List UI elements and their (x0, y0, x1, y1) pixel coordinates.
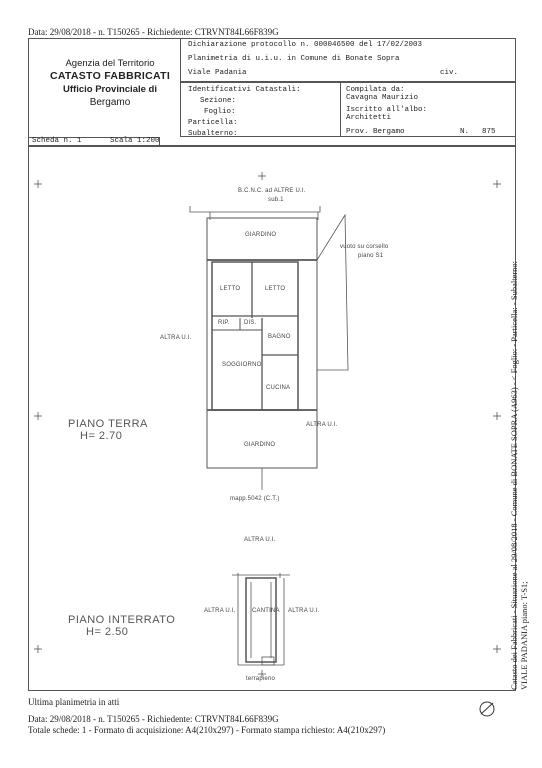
letto1-label: LETTO (220, 286, 241, 292)
altra-ui-right-label: ALTRA U.I. (306, 422, 338, 428)
altra-ui-left-label: ALTRA U.I. (160, 335, 192, 341)
terrapieno-label: terrapieno (246, 676, 276, 682)
prov-value: Prov. Bergamo (346, 128, 405, 136)
cantina-label: CANTINA (252, 608, 280, 614)
sub1-label: sub.1 (268, 197, 284, 203)
piano-s1-label: piano S1 (358, 253, 384, 259)
footer-totale: Totale schede: 1 - Formato di acquisizione: A4(210x297) - Formato stampa richiesto: A4(210x297) (28, 725, 386, 735)
compiler-name: Cavagna Maurizio (346, 94, 419, 102)
h-terra-label: H= 2.70 (80, 430, 123, 442)
civ-label: civ. (440, 69, 459, 77)
plan-title: Planimetria di u.i.u. in Comune di Bonate Sopra (188, 55, 400, 63)
identifiers-title: Identificativi Catastali: (188, 86, 301, 94)
iscritto-label: Iscritto all'albo: (346, 106, 428, 114)
piano-interrato-label: PIANO INTERRATO (68, 614, 176, 626)
protocol-line: Dichiarazione protocollo n. 000046500 del 17/02/2003 (188, 41, 423, 49)
letto2-label: LETTO (265, 286, 286, 292)
agency-line2: CATASTO FABBRICATI (49, 70, 171, 82)
cucina-label: CUCINA (266, 385, 291, 391)
piano-terra-label: PIANO TERRA (68, 418, 148, 430)
n-label: N. (460, 128, 470, 136)
scale-label: Scala 1:200 (110, 137, 160, 145)
sezione-label: Sezione: (200, 97, 237, 105)
bagno-label: BAGNO (268, 334, 291, 340)
agency-line4: Bergamo (89, 97, 131, 108)
top-request-line: Data: 29/08/2018 - n. T150265 - Richiedente: CTRVNT84L66F839G (28, 27, 279, 37)
foglio-label: Foglio: (204, 108, 236, 116)
footer-data-line: Data: 29/08/2018 - n. T150265 - Richiedente: CTRVNT84L66F839G (28, 714, 279, 724)
giardino-bottom-label: GIARDINO (244, 442, 276, 448)
altra-ui-left-int-label: ALTRA U.I. (204, 608, 236, 614)
footer-ultima: Ultima planimetria in atti (28, 697, 120, 707)
altra-ui-top-int-label: ALTRA U.I. (244, 537, 276, 543)
h-interrato-label: H= 2.50 (86, 626, 129, 638)
bcnc-label: B.C.N.C. ad ALTRE U.I. (238, 188, 306, 194)
dis-label: DIS. (244, 320, 257, 326)
side-text-line2: VIALE PADANIA piano: T-S1; (519, 581, 529, 690)
agency-line3: Ufficio Provinciale di (63, 84, 157, 95)
soggiorno-label: SOGGIORNO (222, 362, 262, 368)
albo-value: Architetti (346, 114, 392, 122)
altra-ui-right-int-label: ALTRA U.I. (288, 608, 320, 614)
particella-label: Particella: (188, 119, 238, 127)
giardino-top-label: GIARDINO (245, 232, 277, 238)
rip-label: RIP. (218, 320, 230, 326)
scheda-label: Scheda n. 1 (32, 137, 82, 145)
compilata-label: Compilata da: (346, 86, 405, 94)
vuoto-label: vuoto su corsello (340, 244, 389, 250)
n-value: 875 (482, 128, 496, 136)
mapp-label: mapp.5042 (C.T.) (230, 496, 280, 502)
agency-line1: Agenzia del Territorio (65, 58, 155, 69)
side-text-line1: Catasto dei Fabbricati - Situazione al 29/08/2018 - Comune di BONATE SOPRA (A963) - < Foglio: - Particella: - Subalterno: (509, 260, 519, 690)
street: Viale Padania (188, 69, 247, 77)
subalterno-label: Subalterno: (188, 130, 238, 138)
